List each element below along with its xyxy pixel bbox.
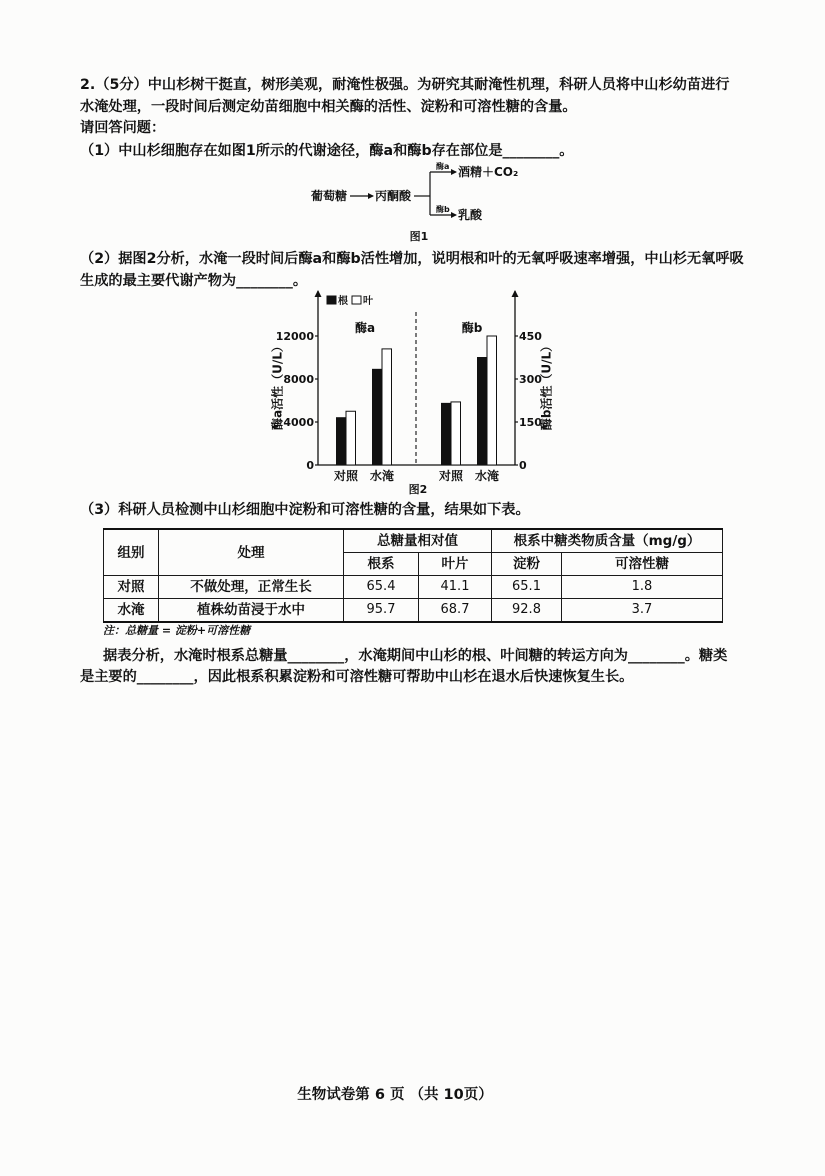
cell-group: 对照 [104, 576, 159, 599]
cell-soluble-sugar: 3.7 [562, 599, 723, 623]
cell-group: 水淹 [104, 599, 159, 623]
part1-text: （1）中山杉细胞存在如图1所示的代谢途径，酶a和酶b存在部位是________。 [80, 143, 574, 159]
cell-starch: 92.8 [492, 599, 562, 623]
part2-line-2: 生成的最主要代谢产物为________。 [80, 273, 308, 289]
right-y-tick-label: 450 [519, 330, 542, 343]
panel-title-enzyme-b: 酶b [461, 321, 483, 335]
cell-total-leaf: 41.1 [419, 576, 492, 599]
pyruvate-label: 丙酮酸 [375, 189, 412, 203]
header-treatment: 处理 [159, 529, 344, 576]
cell-total-root: 65.4 [344, 576, 419, 599]
glucose-label: 葡萄糖 [311, 189, 348, 203]
part2-line-1: （2）据图2分析，水淹一段时间后酶a和酶b活性增加，说明根和叶的无氧呼吸速率增强，中山杉无氧呼吸 [80, 251, 744, 267]
panel-title-enzyme-a: 酶a [354, 321, 376, 335]
question-header: 2.（5分）中山杉树干挺直，树形美观，耐淹性极强。为研究其耐淹性机理，科研人员将中山杉幼苗进行 [80, 77, 730, 93]
right-y-tick-label: 0 [519, 459, 527, 472]
analysis-line-2: 是主要的________，因此根系积累淀粉和可溶性糖可帮助中山杉在退水后快速恢复生长。 [80, 669, 634, 685]
page-footer: 生物试卷第 6 页 （共 10页） [297, 1087, 493, 1103]
table-row [104, 599, 723, 623]
table-note: 注：总糖量 = 淀粉+可溶性糖 [103, 624, 251, 637]
bar-panel1-cat1-series1 [487, 336, 497, 465]
cell-treatment: 不做处理，正常生长 [159, 576, 344, 599]
cell-soluble-sugar: 1.8 [562, 576, 723, 599]
left-y-tick-label: 4000 [283, 416, 314, 429]
cell-treatment: 植株幼苗浸于水中 [159, 599, 344, 623]
legend-swatch-leaf [352, 296, 361, 304]
cell-total-root: 95.7 [344, 599, 419, 623]
analysis-line-1: 据表分析，水淹时根系总糖量________，水淹期间中山杉的根、叶间糖的转运方向为________。糖类 [103, 648, 728, 664]
subheader-leaf: 叶片 [419, 553, 492, 576]
enzyme-a-label: 酶a [436, 162, 450, 171]
figure-2-caption: 图2 [408, 483, 428, 496]
header-group: 组别 [104, 529, 159, 576]
x-category-label: 水淹 [369, 469, 395, 483]
bar-panel1-cat1-series0 [478, 358, 488, 466]
table-row [104, 576, 723, 599]
lactate-label: 乳酸 [458, 208, 483, 222]
question-prompt: 请回答问题： [80, 120, 166, 136]
left-y-axis-title: 酶a活性（U/L） [270, 340, 285, 430]
bar-panel1-cat0-series1 [451, 402, 461, 465]
bar-panel1-cat0-series0 [442, 403, 452, 465]
figure-1-caption: 图1 [409, 230, 429, 243]
legend [327, 294, 374, 307]
table-header-row [104, 529, 723, 553]
right-y-tick-label: 150 [519, 416, 542, 429]
subheader-starch: 淀粉 [492, 553, 562, 576]
subheader-soluble-sugar: 可溶性糖 [562, 553, 723, 576]
left-y-tick-label: 0 [306, 459, 314, 472]
sugar-content-table [103, 528, 723, 623]
right-y-tick-label: 300 [519, 373, 542, 386]
header-root-sugar: 根系中糖类物质含量（mg/g） [492, 529, 723, 553]
bar-panel0-cat0-series0 [337, 418, 347, 465]
bar-panel0-cat1-series1 [382, 349, 392, 465]
cell-starch: 65.1 [492, 576, 562, 599]
figure-1-pathway [300, 160, 540, 245]
legend-label-leaf: 叶 [363, 296, 373, 307]
header-total-sugar: 总糖量相对值 [344, 529, 492, 553]
bar-panel0-cat1-series0 [373, 369, 383, 465]
left-y-tick-label: 12000 [275, 330, 314, 343]
cell-total-leaf: 68.7 [419, 599, 492, 623]
ethanol-co2-label: 酒精＋CO₂ [458, 165, 519, 179]
part3-intro: （3）科研人员检测中山杉细胞中淀粉和可溶性糖的含量，结果如下表。 [80, 502, 530, 518]
x-category-label: 水淹 [474, 469, 500, 483]
chart-marks [276, 330, 543, 483]
subheader-root: 根系 [344, 553, 419, 576]
enzyme-b-label: 酶b [436, 205, 450, 214]
x-category-label: 对照 [333, 469, 359, 483]
legend-swatch-root [327, 296, 336, 304]
left-y-tick-label: 8000 [283, 373, 314, 386]
x-category-label: 对照 [438, 469, 464, 483]
legend-label-root: 根 [338, 296, 348, 307]
question-intro: 水淹处理，一段时间后测定幼苗细胞中相关酶的活性、淀粉和可溶性糖的含量。 [80, 99, 577, 115]
figure-2-chart [260, 285, 560, 500]
right-y-axis-title: 酶b活性（U/L） [539, 339, 554, 431]
bar-panel0-cat0-series1 [346, 411, 356, 465]
